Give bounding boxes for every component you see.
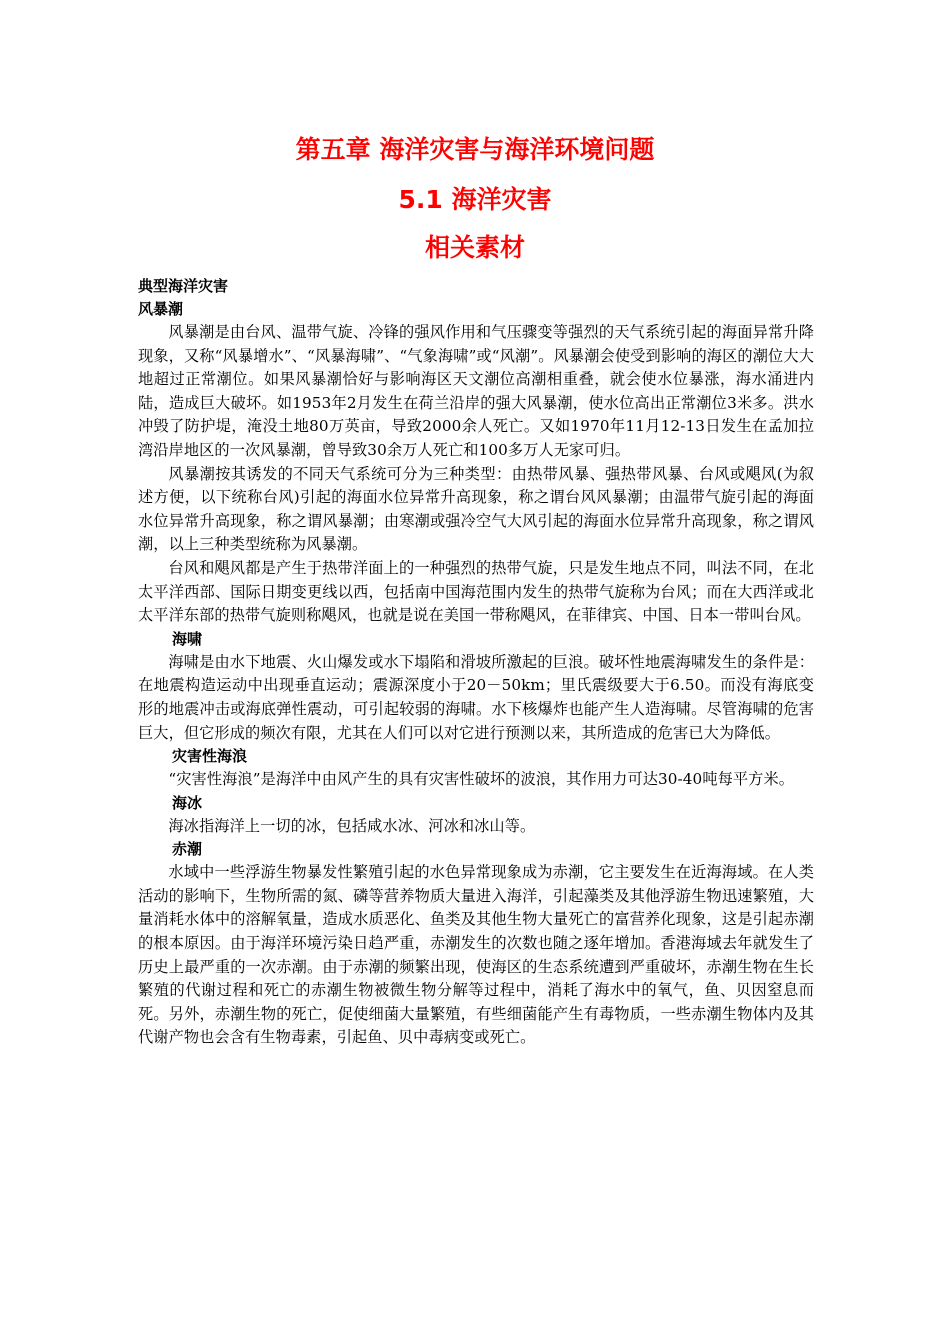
section-title: 5.1 海洋灾害 [398,185,552,214]
section-heading-tsunami: 海啸 [172,629,203,648]
section-heading-storm-surge: 风暴潮 [138,300,184,318]
topic-heading: 典型海洋灾害 [138,277,229,295]
chapter-title: 第五章 海洋灾害与海洋环境问题 [295,135,655,164]
section-heading-disastrous-waves: 灾害性海浪 [172,747,248,766]
section-heading-sea-ice: 海冰 [172,793,203,812]
paragraph: 台风和飓风都是产生于热带洋面上的一种强烈的热带气旋，只是发生地点不同，叫法不同，在北太平洋西部、国际日期变更线以西，包括南中国海范围内发生的热带气旋称为台风；而在大西洋或北太平洋东部的热带气旋则称飓风，也就是说在美国一带称飓风，在菲律宾、中国、日本一带叫台风。 [138,558,814,625]
sub-title: 相关素材 [424,233,525,262]
paragraph: 风暴潮按其诱发的不同天气系统可分为三种类型：由热带风暴、强热带风暴、台风或飓风(为叙述方便，以下统称台风)引起的海面水位异常升高现象，称之谓台风风暴潮；由温带气旋引起的海面水位异常升高现象，称之谓风暴潮；由寒潮或强冷空气大风引起的海面水位异常升高现象，称之谓风潮，以上三种类型统称为风暴潮。 [138,464,814,554]
document-body [138,275,814,1050]
paragraph: 水域中一些浮游生物暴发性繁殖引起的水色异常现象成为赤潮，它主要发生在近海海域。在人类活动的影响下，生物所需的氮、磷等营养物质大量进入海洋，引起藻类及其他浮游生物迅速繁殖，大量消耗水体中的溶解氧量，造成水质恶化、鱼类及其他生物大量死亡的富营养化现象，这是引起赤潮的根本原因。由于海洋环境污染日趋严重，赤潮发生的次数也随之逐年增加。香港海域去年就发生了历史上最严重的一次赤潮。由于赤潮的频繁出现，使海区的生态系统遭到严重破坏，赤潮生物在生长繁殖的代谢过程和死亡的赤潮生物被微生物分解等过程中，消耗了海水中的氧气，鱼、贝因窒息而死。另外，赤潮生物的死亡，促使细菌大量繁殖，有些细菌能产生有毒物质，一些赤潮生物体内及其代谢产物也会含有生物毒素，引起鱼、贝中毒病变或死亡。 [138,863,814,1047]
paragraph: 海啸是由水下地震、火山爆发或水下塌陷和滑坡所激起的巨浪。破坏性地震海啸发生的条件是：在地震构造运动中出现垂直运动；震源深度小于20－50km；里氏震级要大于6.50。而没有海底变形的地震冲击或海底弹性震动，可引起较弱的海啸。水下核爆炸也能产生人造海啸。尽管海啸的危害巨大，但它形成的频次有限，尤其在人们可以对它进行预测以来，其所造成的危害已大为降低。 [138,652,814,742]
section-heading-red-tide: 赤潮 [172,840,203,859]
paragraph: “灾害性海浪”是海洋中由风产生的具有灾害性破坏的波浪，其作用力可达30-40吨每平方米。 [168,770,795,789]
paragraph: 风暴潮是由台风、温带气旋、冷锋的强风作用和气压骤变等强烈的天气系统引起的海面异常升降现象，又称“风暴增水”、“风暴海啸”、“气象海啸”或“风潮”。风暴潮会使受到影响的海区的潮位大大地超过正常潮位。如果风暴潮恰好与影响海区天文潮位高潮相重叠，就会使水位暴涨，海水涌进内陆，造成巨大破坏。如1953年2月发生在荷兰沿岸的强大风暴潮，使水位高出正常潮位3米多。洪水冲毁了防护堤，淹没土地80万英亩，导致2000余人死亡。又如1970年11月12-13日发生在孟加拉湾沿岸地区的一次风暴潮，曾导致30余万人死亡和100多万人无家可归。 [138,323,814,459]
paragraph: 海冰指海洋上一切的冰，包括咸水冰、河冰和冰山等。 [168,816,536,835]
